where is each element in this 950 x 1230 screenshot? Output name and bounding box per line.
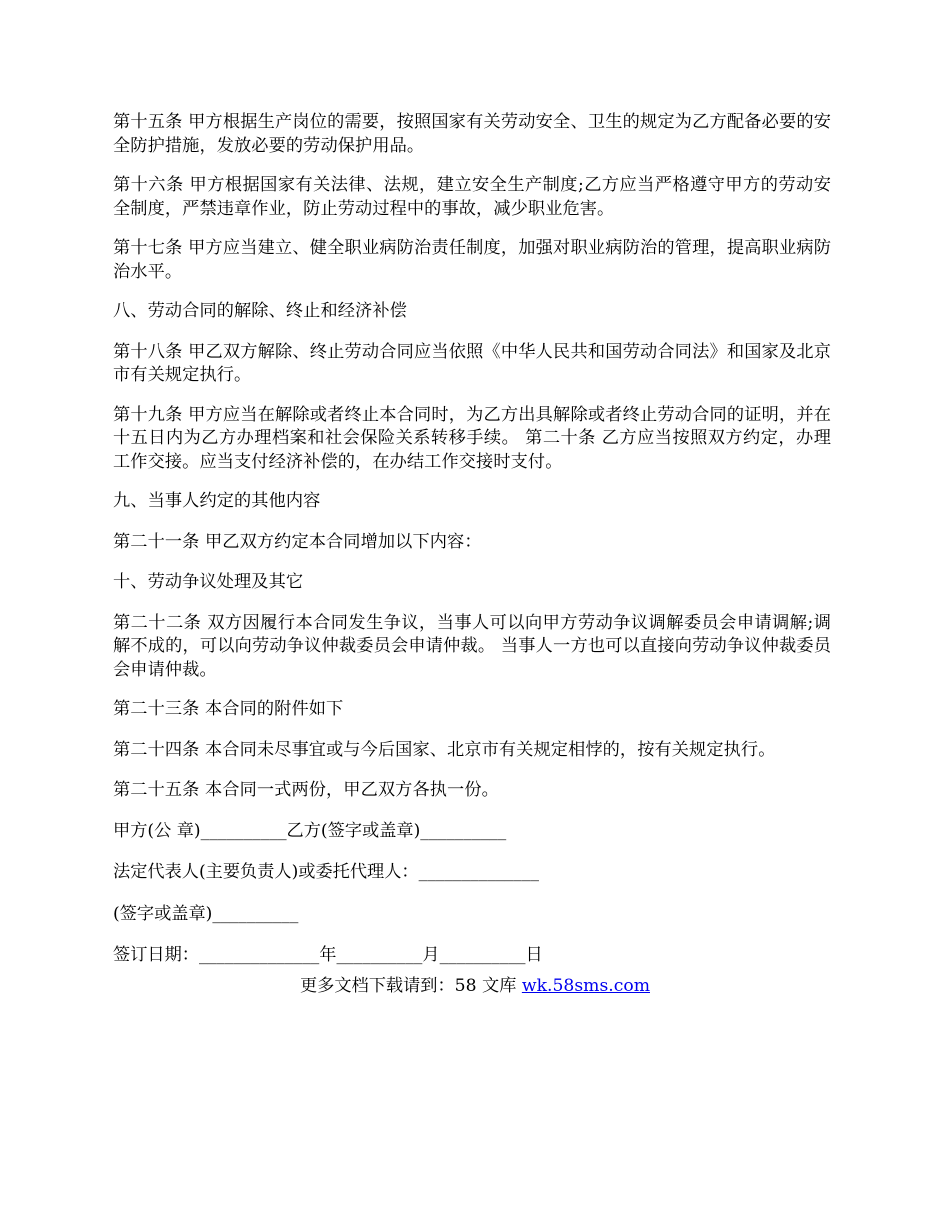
article-24: 第二十四条 本合同未尽事宜或与今后国家、北京市有关规定相悖的，按有关规定执行。 — [113, 739, 776, 760]
signature-party-line: 甲方(公 章)__________乙方(签字或盖章)__________ — [113, 820, 507, 841]
article-23: 第二十三条 本合同的附件如下 — [113, 699, 344, 719]
article-16: 第十六条 甲方根据国家有关法律、法规，建立安全生产制度;乙方应当严格遵守甲方的劳动安全制度，严禁违章作业，防止劳动过程中的事故，减少职业危害。 — [113, 175, 831, 219]
footer-link[interactable]: wk.58sms.com — [521, 976, 650, 996]
footer-text: 更多文档下载请到：58 文库 — [299, 976, 522, 996]
download-footer — [0, 974, 950, 998]
signature-seal-line: (签字或盖章)__________ — [113, 903, 299, 924]
section-heading-8: 八、劳动合同的解除、终止和经济补偿 — [113, 301, 407, 321]
article-18: 第十八条 甲乙双方解除、终止劳动合同应当依照《中华人民共和国劳动合同法》和国家及北京市有关规定执行。 — [113, 341, 831, 385]
article-17: 第十七条 甲方应当建立、健全职业病防治责任制度，加强对职业病防治的管理，提高职业病防治水平。 — [113, 238, 831, 282]
document-body — [113, 111, 831, 986]
article-22: 第二十二条 双方因履行本合同发生争议，当事人可以向甲方劳动争议调解委员会申请调解;调解不成的，可以向劳动争议仲裁委员会申请仲裁。 当事人一方也可以直接向劳动争议仲裁委员会申请仲裁。 — [113, 612, 831, 680]
article-19-20: 第十九条 甲方应当在解除或者终止本合同时，为乙方出具解除或者终止劳动合同的证明，并在十五日内为乙方办理档案和社会保险关系转移手续。 第二十条 乙方应当按照双方约定，办理工作交接。应当支付经济补偿的，在办结工作交接时支付。 — [113, 404, 831, 472]
signature-representative-line: 法定代表人(主要负责人)或委托代理人：______________ — [113, 862, 539, 882]
section-heading-9: 九、当事人约定的其他内容 — [113, 491, 321, 511]
article-21: 第二十一条 甲乙双方约定本合同增加以下内容： — [113, 531, 482, 552]
signing-date-line: 签订日期：______________年__________月__________日 — [113, 945, 543, 965]
article-15: 第十五条 甲方根据生产岗位的需要，按照国家有关劳动安全、卫生的规定为乙方配备必要的安全防护措施，发放必要的劳动保护用品。 — [113, 112, 831, 156]
section-heading-10: 十、劳动争议处理及其它 — [113, 572, 304, 592]
article-25: 第二十五条 本合同一式两份，甲乙双方各执一份。 — [113, 780, 499, 800]
